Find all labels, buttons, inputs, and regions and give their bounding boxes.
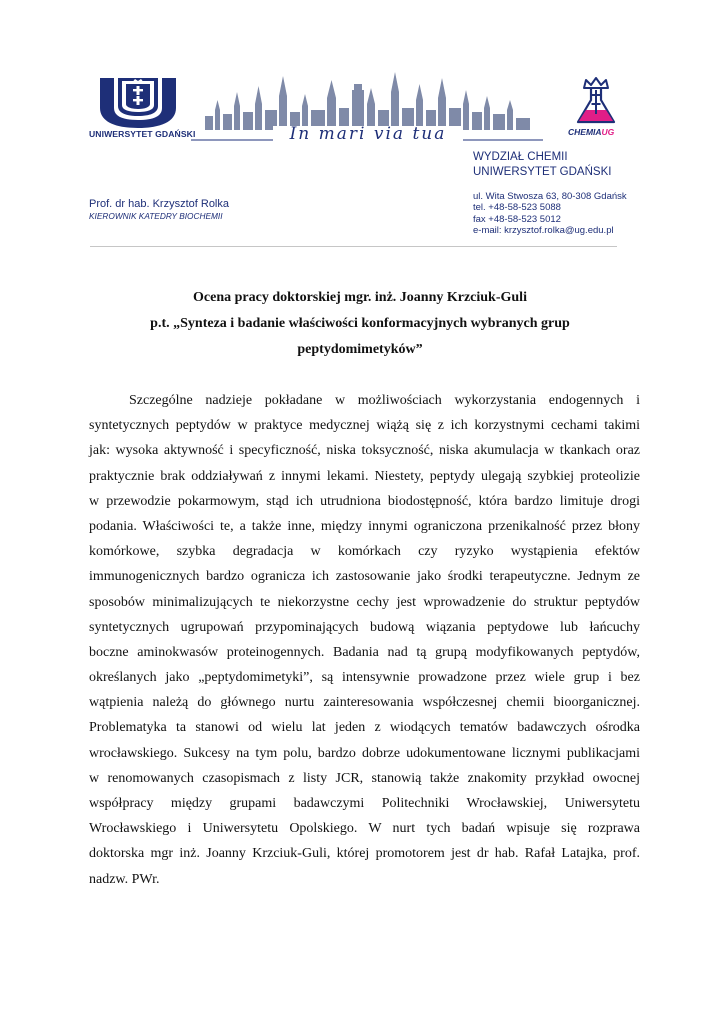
paragraph-line: podania. Właściwości te, a także inne, między innymi ograniczona przenikalność przez błony xyxy=(89,518,640,534)
paragraph-line: immunogenicznych bardzo ogranicza ich zastosowanie jako środki terapeutyczne. Jednym ze xyxy=(89,569,640,585)
gdansk-skyline-banner xyxy=(187,70,547,144)
paragraph-line: nadzw. PWr. xyxy=(89,871,160,887)
paragraph-line: Szczególne nadzieje pokładane w możliwościach wykorzystania endogennych i xyxy=(129,393,640,408)
chemistry-logo-caption-ug: UG xyxy=(601,127,615,137)
paragraph-line: w przewodzie pokarmowym, stąd ich utrudniona biodostępność, która bardzo limituje drogi xyxy=(89,493,640,509)
paragraph-line: boczne aminokwasów proteinogennych. Badania nad tą grupą modyfikowanych peptydów, xyxy=(89,644,640,660)
sender-name: Prof. dr hab. Krzysztof Rolka xyxy=(89,198,229,210)
sender-block xyxy=(89,197,229,222)
motto-text: In mari via tua xyxy=(289,124,447,144)
paragraph-line: syntetycznych peptydów w praktyce medycznej wiążą się z ich korzystnymi cechami takimi xyxy=(89,418,640,434)
chemistry-logo-caption-text: CHEMIA xyxy=(568,127,602,137)
header-divider xyxy=(90,246,617,247)
paragraph-line: praktycznie brak oddziaływań z innymi lekami. Niestety, peptydy ulegają szybkiej proteolizie xyxy=(89,468,640,484)
body-paragraph xyxy=(89,388,640,892)
document-title xyxy=(80,285,640,363)
title-line: p.t. „Synteza i badanie właściwości konformacyjnych wybranych grup xyxy=(150,316,570,331)
paragraph-line: Problematyka ta stanowi od wielu lat jeden z wiodących tematów badawczych ośrodka xyxy=(89,720,640,736)
contact-address: ul. Wita Stwosza 63, 80-308 Gdańsk xyxy=(473,191,627,202)
paragraph-line: sposobów minimalizujących te niekorzystne cechy jest wprowadzenie do struktur peptydów xyxy=(89,594,640,610)
paragraph-line: doktorska mgr inż. Joanny Krzciuk-Guli, której promotorem jest dr hab. Rafał Latajka, prof. xyxy=(89,846,640,862)
contact-tel: tel. +48-58-523 5088 xyxy=(473,202,561,214)
title-line: peptydomimetyków” xyxy=(297,342,423,357)
paragraph-line: w renomowanych czasopismach z listy JCR, stanowią także znakomity przykład owocnej xyxy=(89,770,640,786)
paragraph-line: wątpienia należą do głównego nurtu zainteresowania współczesnej chemii bioorganicznej. xyxy=(89,695,640,711)
contact-email: e-mail: krzysztof.rolka@ug.edu.pl xyxy=(473,225,614,237)
university-name: UNIWERSYTET GDAŃSKI xyxy=(89,129,196,139)
paragraph-line: jak: wysoka aktywność i specyficzność, niska toksyczność, niska akumulacja w tkankach oraz xyxy=(89,443,640,459)
sender-role: KIEROWNIK KATEDRY BIOCHEMII xyxy=(89,211,223,221)
faculty-name xyxy=(473,150,611,180)
paragraph-line: Wrocławskiego i Uniwersytetu Opolskiego. W nurt tych badań wpisuje się rozprawa xyxy=(89,821,640,837)
chemistry-logo-caption xyxy=(568,127,614,137)
paragraph-line: określanych jako „peptydomimetyki”, są intensywnie prowadzone przez wiele grup i bez xyxy=(89,670,640,686)
paragraph-line: wrocławskiego. Sukcesy na tym polu, bardzo dobrze udokumentowane licznymi publikacjami xyxy=(89,745,640,761)
paragraph-line: współpracy między grupami badawczymi Politechniki Wrocławskiej, Uniwersytetu xyxy=(89,796,640,811)
faculty-line-2: UNIWERSYTET GDAŃSKI xyxy=(473,166,612,178)
paragraph-line: syntetycznych ugrupowań przypominających budową wiązania peptydowe lub łańcuchy xyxy=(89,619,640,635)
contact-fax: fax +48-58-523 5012 xyxy=(473,213,561,225)
title-line: Ocena pracy doktorskiej mgr. inż. Joanny Krzciuk-Guli xyxy=(193,290,527,305)
contact-block xyxy=(473,191,627,237)
faculty-line-1: WYDZIAŁ CHEMII xyxy=(473,151,568,163)
paragraph-line: komórkowe, szybka degradacja w komórkach czy ryzyko wystąpienia efektów xyxy=(89,544,640,560)
university-logo xyxy=(98,76,178,156)
